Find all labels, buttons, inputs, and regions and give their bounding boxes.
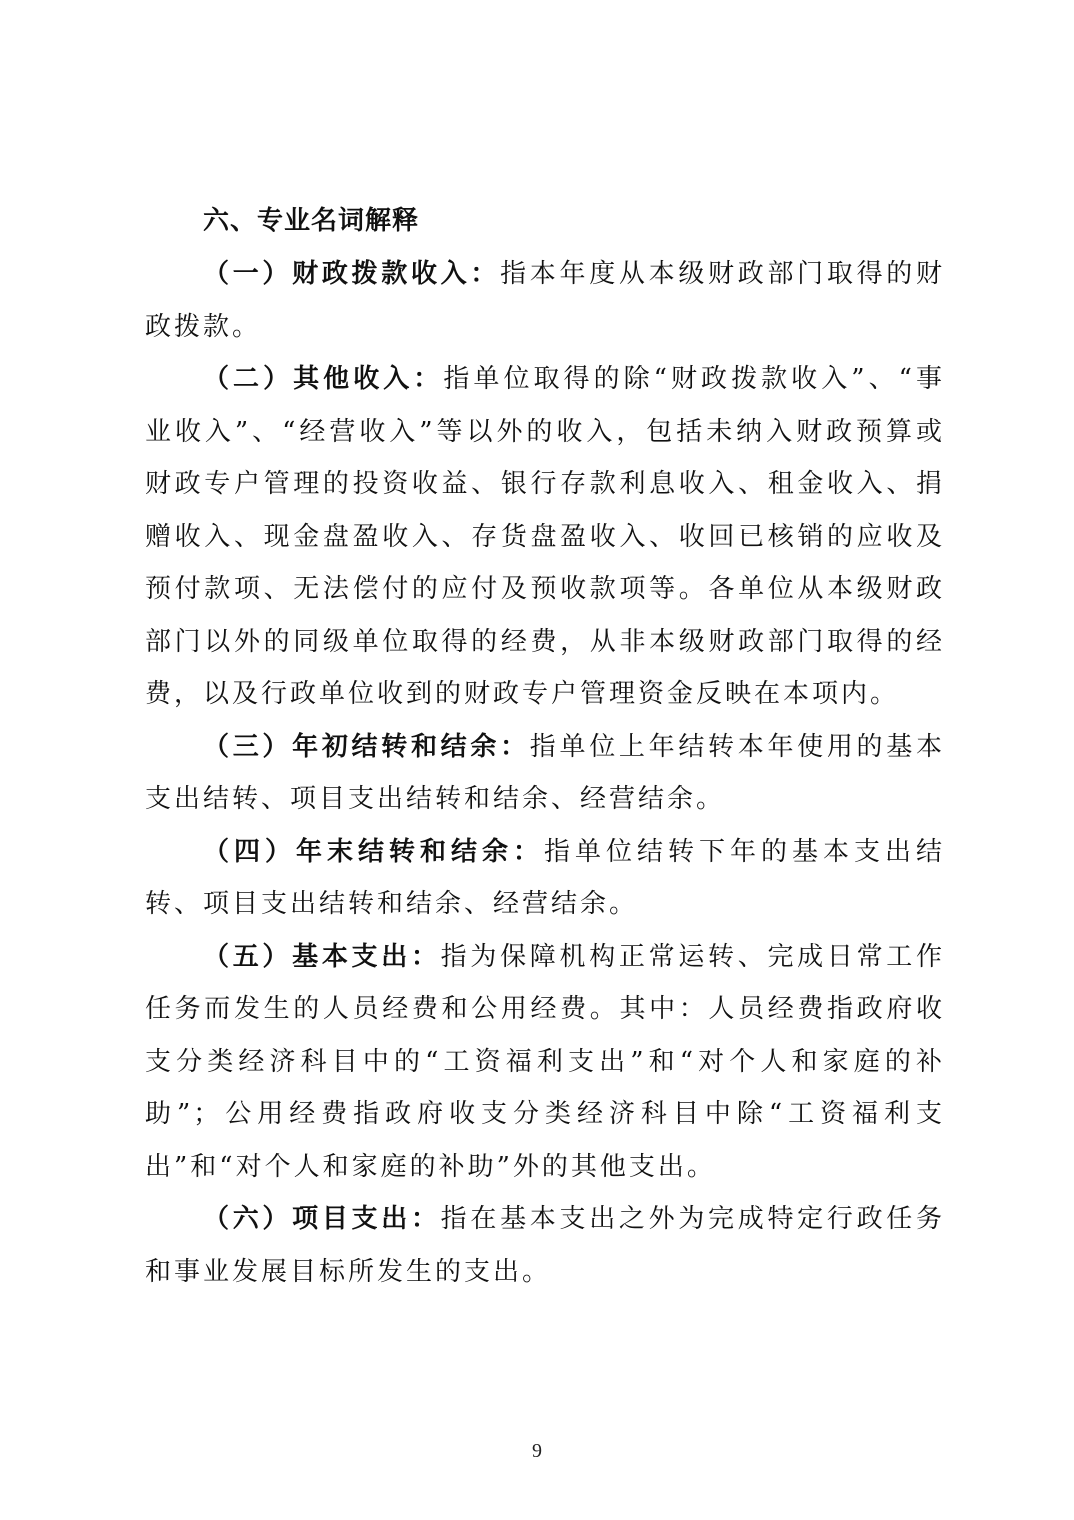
- definition-text-4: 指单位结转下年的基本支出结转、项目支出结转和结余、经营结余。: [145, 836, 945, 919]
- definition-term-2: （二）其他收入：: [203, 364, 444, 394]
- section-heading: 六、专业名词解释: [203, 206, 420, 236]
- definition-text-6: 指在基本支出之外为完成特定行政任务和事业发展目标所发生的支出。: [145, 1204, 945, 1287]
- definition-text-5: 指为保障机构正常运转、完成日常工作任务而发生的人员经费和公用经费。其中：人员经费指政府收支分类经济科目中的“工资福利支出”和“对个人和家庭的补助”；公用经费指政府收支分类经济科目中除“工资福利支出”和“对个人和家庭的补助”外的其他支出。: [145, 941, 945, 1182]
- definition-term-4: （四）年末结转和结余：: [203, 836, 544, 867]
- definition-paragraph-3: [145, 721, 945, 826]
- definition-term-3: （三）年初结转和结余：: [203, 731, 530, 762]
- definition-paragraph-6: [145, 1193, 945, 1298]
- definition-text-2: 指单位取得的除“财政拨款收入”、“事业收入”、“经营收入”等以外的收入，包括未纳入财政预算或财政专户管理的投资收益、银行存款利息收入、租金收入、捐赠收入、现金盘盈收入、存货盘盈收入、收回已核销的应收及预付款项、无法偿付的应付及预收款项等。各单位从本级财政部门以外的同级单位取得的经费，从非本级财政部门取得的经费，以及行政单位收到的财政专户管理资金反映在本项内。: [145, 364, 945, 709]
- definition-text-3: 指单位上年结转本年使用的基本支出结转、项目支出结转和结余、经营结余。: [145, 731, 945, 814]
- document-page: [145, 196, 945, 1298]
- definition-paragraph-1: [145, 248, 945, 353]
- definition-term-5: （五）基本支出：: [203, 941, 441, 972]
- definition-term-1: （一）财政拨款收入：: [203, 259, 501, 289]
- definition-paragraph-4: [145, 826, 945, 931]
- definition-term-6: （六）项目支出：: [203, 1204, 441, 1234]
- definition-paragraph-2: [145, 353, 945, 721]
- page-number: 9: [532, 1440, 542, 1462]
- definition-paragraph-5: [145, 931, 945, 1194]
- definition-text-1: 指本年度从本级财政部门取得的财政拨款。: [145, 259, 945, 342]
